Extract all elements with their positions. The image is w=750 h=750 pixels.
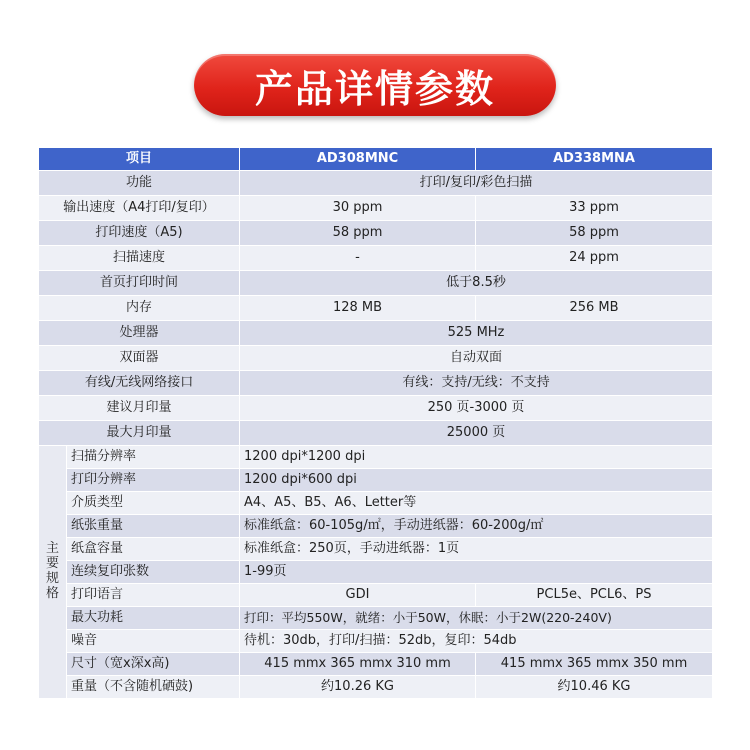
- row-label: 尺寸（宽x深x高): [67, 653, 240, 676]
- table-row: [39, 676, 713, 699]
- table-row: [39, 607, 713, 630]
- row-label: 纸盒容量: [67, 538, 240, 561]
- row-label: 有线/无线网络接口: [39, 371, 240, 396]
- row-value-a: 58 ppm: [240, 221, 476, 246]
- table-row: [39, 469, 713, 492]
- row-label: 噪音: [67, 630, 240, 653]
- row-value: 525 MHz: [240, 321, 713, 346]
- row-value: 自动双面: [240, 346, 713, 371]
- row-label: 打印语言: [67, 584, 240, 607]
- row-label: 扫描速度: [39, 246, 240, 271]
- spec-table: [38, 147, 713, 699]
- row-label: 双面器: [39, 346, 240, 371]
- row-value: 打印/复印/彩色扫描: [240, 171, 713, 196]
- row-value-a: 128 MB: [240, 296, 476, 321]
- table-header-row: [39, 148, 713, 171]
- row-label: 打印分辨率: [67, 469, 240, 492]
- group-label: 主要规格: [45, 540, 59, 601]
- page-title: 产品详情参数: [254, 66, 495, 111]
- row-label: 输出速度（A4打印/复印）: [39, 196, 240, 221]
- table-row: [39, 296, 713, 321]
- table-row: [39, 196, 713, 221]
- row-label: 最大功耗: [67, 607, 240, 630]
- row-value: 低于8.5秒: [240, 271, 713, 296]
- row-value-b: 24 ppm: [476, 246, 713, 271]
- table-row: [39, 538, 713, 561]
- row-label: 重量（不含随机硒鼓): [67, 676, 240, 699]
- row-value-b: 58 ppm: [476, 221, 713, 246]
- row-label: 纸张重量: [67, 515, 240, 538]
- row-label: 建议月印量: [39, 396, 240, 421]
- row-value-b: 256 MB: [476, 296, 713, 321]
- row-value: 标准纸盒：250页，手动进纸器：1页: [240, 538, 713, 561]
- header-model-b: AD338MNA: [476, 148, 713, 171]
- header-model-a: AD308MNC: [240, 148, 476, 171]
- table-row: [39, 446, 713, 469]
- table-row: [39, 371, 713, 396]
- table-row: [39, 221, 713, 246]
- row-label: 处理器: [39, 321, 240, 346]
- row-value-a: 约10.26 KG: [240, 676, 476, 699]
- row-value: 标准纸盒：60-105g/㎡，手动进纸器：60-200g/㎡: [240, 515, 713, 538]
- row-value: 1200 dpi*600 dpi: [240, 469, 713, 492]
- header-item: 项目: [39, 148, 240, 171]
- row-label: 介质类型: [67, 492, 240, 515]
- table-row: [39, 321, 713, 346]
- row-value-b: 415 mmx 365 mmx 350 mm: [476, 653, 713, 676]
- row-value: 有线：支持/无线：不支持: [240, 371, 713, 396]
- table-row: [39, 630, 713, 653]
- row-label: 扫描分辨率: [67, 446, 240, 469]
- row-label: 首页打印时间: [39, 271, 240, 296]
- row-value: 1200 dpi*1200 dpi: [240, 446, 713, 469]
- table-row: [39, 396, 713, 421]
- row-label: 连续复印张数: [67, 561, 240, 584]
- row-label: 打印速度（A5): [39, 221, 240, 246]
- table-row: [39, 346, 713, 371]
- page-title-banner: [194, 54, 556, 116]
- table-row: [39, 271, 713, 296]
- row-value-a: -: [240, 246, 476, 271]
- row-value: A4、A5、B5、A6、Letter等: [240, 492, 713, 515]
- table-row: [39, 171, 713, 196]
- row-value: 25000 页: [240, 421, 713, 446]
- row-value: 打印：平均550W，就绪：小于50W，休眠：小于2W(220-240V): [240, 607, 713, 630]
- table-row: [39, 584, 713, 607]
- row-value-a: 30 ppm: [240, 196, 476, 221]
- table-row: [39, 561, 713, 584]
- row-value: 待机：30db，打印/扫描：52db，复印：54db: [240, 630, 713, 653]
- table-row: [39, 421, 713, 446]
- row-value-a: 415 mmx 365 mmx 310 mm: [240, 653, 476, 676]
- row-value-b: PCL5e、PCL6、PS: [476, 584, 713, 607]
- row-value: 250 页-3000 页: [240, 396, 713, 421]
- row-value-a: GDI: [240, 584, 476, 607]
- row-value: 1-99页: [240, 561, 713, 584]
- row-label: 功能: [39, 171, 240, 196]
- group-label-cell: [39, 446, 67, 699]
- row-label: 内存: [39, 296, 240, 321]
- row-value-b: 约10.46 KG: [476, 676, 713, 699]
- row-value-b: 33 ppm: [476, 196, 713, 221]
- table-row: [39, 515, 713, 538]
- table-row: [39, 492, 713, 515]
- table-row: [39, 653, 713, 676]
- table-row: [39, 246, 713, 271]
- row-label: 最大月印量: [39, 421, 240, 446]
